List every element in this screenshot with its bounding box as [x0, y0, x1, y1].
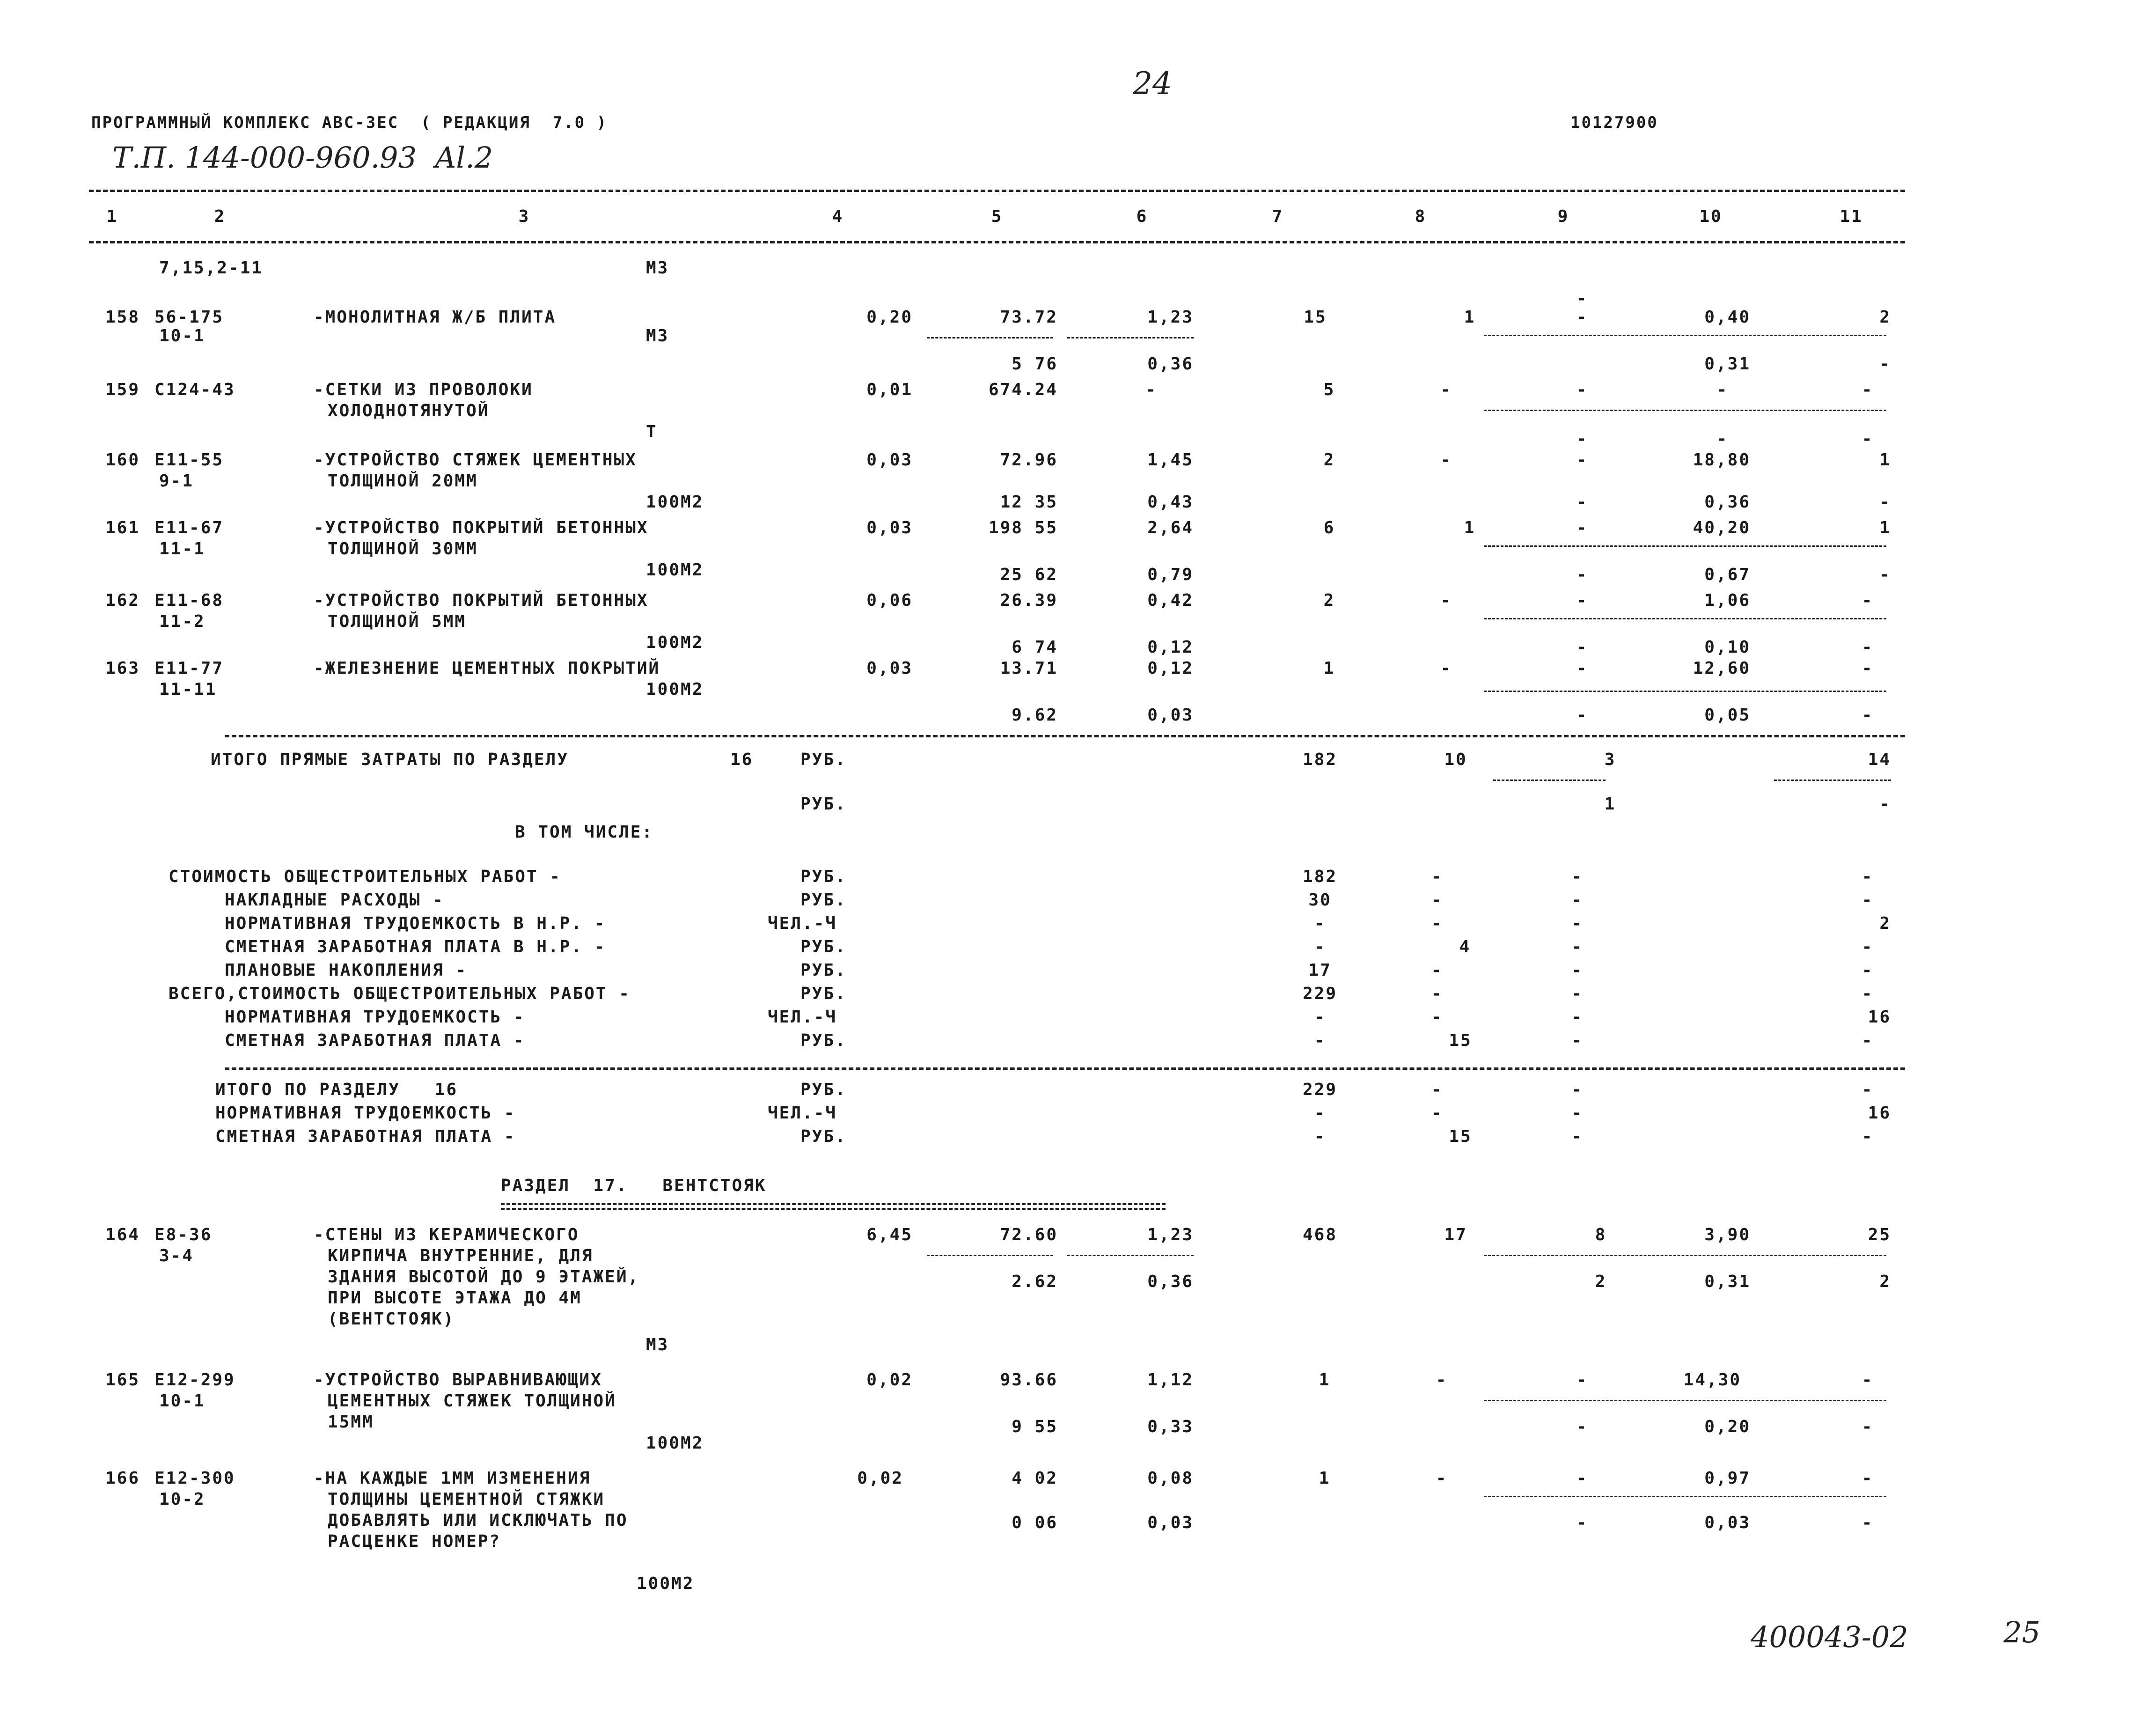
cell-hours: 18,80	[1693, 450, 1751, 470]
cell-quantity: 0,06	[866, 591, 913, 610]
cell-hours-b: -	[1716, 429, 1729, 449]
column-number: 1	[106, 207, 118, 226]
summary-machines: -	[1571, 937, 1584, 956]
cell-hours-b: 0,20	[1704, 1417, 1751, 1436]
cell-divider	[1067, 1255, 1194, 1256]
cell-price-wages: 9 55	[1012, 1417, 1058, 1436]
total-direct-hours: 14	[1868, 750, 1891, 769]
cell-hours-b: 0,36	[1704, 493, 1751, 512]
cell-labor: 0,42	[1147, 591, 1194, 610]
cell-labor: 1,23	[1147, 308, 1194, 327]
summary-wages: 15	[1449, 1031, 1472, 1050]
row-description: ХОЛОДНОТЯНУТОЙ	[328, 401, 490, 420]
cell-hours-b: 0,31	[1704, 1272, 1751, 1291]
footer-doc-number: 400043-02	[1751, 1620, 1908, 1654]
cell-labor-b: 0,12	[1147, 638, 1194, 657]
cell-machines: 8	[1595, 1225, 1607, 1244]
summary-machines: -	[1571, 867, 1584, 886]
cell-machines-b: -	[1576, 638, 1588, 657]
row-subcode: 10-1	[159, 1391, 205, 1411]
cell-quantity: 0,01	[866, 380, 913, 399]
total-direct-machines: 3	[1604, 750, 1616, 769]
cell-machines-b: -	[1576, 308, 1588, 327]
cell-divider	[1067, 337, 1194, 338]
summary-hours: -	[1862, 961, 1874, 980]
cell-cost: 1	[1319, 1469, 1331, 1488]
row-number: 164	[105, 1225, 140, 1244]
column-number: 2	[214, 207, 226, 226]
row-subcode: 10-2	[159, 1490, 205, 1509]
cell-cost: 15	[1304, 308, 1327, 327]
row-number: 158	[105, 308, 140, 327]
row-code: Е11-77	[154, 659, 224, 678]
summary-wages: -	[1431, 1008, 1443, 1027]
cell-labor-b: 0,03	[1147, 706, 1194, 725]
cell-quantity: 0,20	[866, 308, 913, 327]
cell-quantity: 0,03	[866, 518, 913, 537]
cell-hours: 40,20	[1693, 518, 1751, 537]
cell-price-wages: 0 06	[1012, 1513, 1058, 1532]
cell-price: 73.72	[1000, 308, 1058, 327]
row-description: -УСТРОЙСТВО ПОКРЫТИЙ БЕТОННЫХ	[314, 518, 649, 537]
summary-cost: -	[1314, 914, 1326, 933]
summary-hours: -	[1862, 984, 1874, 1003]
cell-machines: -	[1576, 450, 1588, 470]
section-total-unit: ЧЕЛ.-Ч	[768, 1103, 837, 1123]
column-number: 8	[1415, 207, 1427, 226]
column-number: 11	[1840, 207, 1863, 226]
cell-total-hours-b: -	[1879, 354, 1891, 374]
cell-total-hours-b: -	[1862, 429, 1874, 449]
cell-price-wages: 9.62	[1012, 706, 1058, 725]
cell-total-hours-b: -	[1862, 1417, 1874, 1436]
summary-machines: -	[1571, 984, 1584, 1003]
row-unit: М3	[646, 1335, 669, 1354]
row-code: Е12-300	[154, 1469, 235, 1488]
summary-cost: 229	[1302, 984, 1338, 1003]
section-total-machines: -	[1571, 1127, 1584, 1146]
row-description: 15ММ	[328, 1412, 374, 1432]
row-description: -СТЕНЫ ИЗ КЕРАМИЧЕСКОГО	[314, 1225, 579, 1244]
cell-machines-b: -	[1576, 429, 1588, 449]
summary-cost: 17	[1308, 961, 1332, 980]
cell-hours: 0,97	[1704, 1469, 1751, 1488]
cell-quantity: 0,03	[866, 450, 913, 470]
summary-unit: РУБ.	[800, 890, 847, 910]
summary-label: НАКЛАДНЫЕ РАСХОДЫ -	[225, 890, 444, 910]
row-unit: Т	[646, 422, 658, 441]
summary-machines: -	[1571, 890, 1584, 910]
document-code: 10127900	[1570, 113, 1658, 132]
section-total-cost: -	[1314, 1103, 1326, 1123]
summary-label: СМЕТНАЯ ЗАРАБОТНАЯ ПЛАТА -	[225, 1031, 525, 1050]
including-label: В ТОМ ЧИСЛЕ:	[515, 823, 654, 842]
cell-wages: -	[1436, 1370, 1448, 1390]
cell-hours: 1,06	[1704, 591, 1751, 610]
row-description: ТОЛЩИНОЙ 5ММ	[328, 612, 467, 631]
totals-rule	[225, 735, 1905, 737]
row-description: (ВЕНТСТОЯК)	[328, 1309, 455, 1329]
row-description: РАСЦЕНКЕ НОМЕР?	[328, 1532, 501, 1551]
row-code: Е8-36	[154, 1225, 213, 1244]
cell-divider	[1484, 1400, 1886, 1401]
total-direct-section: 16	[730, 750, 754, 769]
total-direct-machines-b: 1	[1604, 794, 1616, 814]
section-total-label: ИТОГО ПО РАЗДЕЛУ 16	[215, 1080, 458, 1099]
summary-unit: РУБ.	[800, 961, 847, 980]
cell-wages: -	[1440, 450, 1452, 470]
cell-cost: 1	[1319, 1370, 1331, 1390]
cell-total-hours: 1	[1879, 518, 1891, 537]
section-title-underline	[501, 1203, 1166, 1210]
carryover-code: 7,15,2-11	[159, 258, 264, 278]
row-code: Е12-299	[154, 1370, 235, 1390]
column-number: 6	[1136, 207, 1148, 226]
cell-machines-b: -	[1576, 1513, 1588, 1532]
cell-price-wages: 2.62	[1012, 1272, 1058, 1291]
cell-quantity: 0,03	[866, 659, 913, 678]
section-total-hours: 16	[1868, 1103, 1891, 1123]
column-number: 10	[1699, 207, 1723, 226]
summary-cost: -	[1314, 937, 1326, 956]
cell-hours-b: 0,67	[1704, 565, 1751, 584]
cell-machines: -	[1576, 591, 1588, 610]
cell-labor: 2,64	[1147, 518, 1194, 537]
cell-machines-b: -	[1576, 706, 1588, 725]
cell-machines: -	[1576, 1469, 1588, 1488]
summary-cost: 182	[1302, 867, 1338, 886]
cell-total-hours: -	[1862, 659, 1874, 678]
section-total-hours: -	[1862, 1080, 1874, 1099]
row-unit: 100М2	[646, 633, 704, 652]
cell-hours: 3,90	[1704, 1225, 1751, 1244]
summary-cost: 30	[1308, 890, 1332, 910]
total-direct-unit: РУБ.	[800, 750, 847, 769]
footer-sheet-number: 25	[2003, 1615, 2040, 1649]
row-description: ТОЛЩИНЫ ЦЕМЕНТНОЙ СТЯЖКИ	[328, 1490, 605, 1509]
row-description: ТОЛЩИНОЙ 20ММ	[328, 471, 478, 491]
summary-wages: -	[1431, 867, 1443, 886]
cell-price-wages: 12 35	[1000, 493, 1058, 512]
cell-machines-b: -	[1576, 1417, 1588, 1436]
cell-labor-b: 0,36	[1147, 354, 1194, 374]
cell-total-hours-b: -	[1879, 493, 1891, 512]
row-subcode: 9-1	[159, 471, 194, 491]
cell-wages: 1	[1464, 308, 1476, 327]
cell-labor-b: 0,03	[1147, 1513, 1194, 1532]
summary-machines: -	[1571, 961, 1584, 980]
summary-wages: -	[1431, 961, 1443, 980]
cell-total-hours: -	[1862, 1370, 1874, 1390]
summary-unit: РУБ.	[800, 937, 847, 956]
cell-wages: -	[1440, 380, 1452, 399]
cell-hours: -	[1716, 380, 1729, 399]
row-subcode: 10-1	[159, 326, 205, 346]
row-description: ПРИ ВЫСОТЕ ЭТАЖА ДО 4М	[328, 1288, 582, 1308]
row-code: Е11-67	[154, 518, 224, 537]
cell-hours: 0,40	[1704, 308, 1751, 327]
cell-total-hours: 1	[1879, 450, 1891, 470]
cell-labor: 0,08	[1147, 1469, 1194, 1488]
section-total-wages: -	[1431, 1103, 1443, 1123]
summary-hours: -	[1862, 1031, 1874, 1050]
program-header: ПРОГРАММНЫЙ КОМПЛЕКС АВС-ЗЕС ( РЕДАКЦИЯ 7.0 )	[91, 113, 608, 132]
row-subcode: 11-11	[159, 680, 217, 699]
row-unit: 100М2	[646, 680, 704, 699]
cell-price: 13.71	[1000, 659, 1058, 678]
row-code: Е11-68	[154, 591, 224, 610]
cell-hours: 12,60	[1693, 659, 1751, 678]
cell-price-wages: 5 76	[1012, 354, 1058, 374]
cell-price: 674.24	[988, 380, 1058, 399]
summary-unit: ЧЕЛ.-Ч	[768, 914, 837, 933]
section-total-wages: -	[1431, 1080, 1443, 1099]
cell-total-hours-b: -	[1862, 1513, 1874, 1532]
cell-divider	[927, 337, 1053, 338]
summary-unit: ЧЕЛ.-Ч	[768, 1008, 837, 1027]
cell-hours-b: 0,31	[1704, 354, 1751, 374]
summary-cost: -	[1314, 1031, 1326, 1050]
cell-labor-b: 0,36	[1147, 1272, 1194, 1291]
cell-total-hours-b: -	[1862, 706, 1874, 725]
cell-labor: 1,23	[1147, 1225, 1194, 1244]
section-total-hours: -	[1862, 1127, 1874, 1146]
cell-price: 26.39	[1000, 591, 1058, 610]
column-number: 9	[1557, 207, 1569, 226]
section-total-rule	[225, 1067, 1905, 1070]
cell-machines: -	[1576, 289, 1588, 308]
summary-label: ВСЕГО,СТОИМОСТЬ ОБЩЕСТРОИТЕЛЬНЫХ РАБОТ -	[169, 984, 631, 1003]
summary-label: ПЛАНОВЫЕ НАКОПЛЕНИЯ -	[225, 961, 468, 980]
row-description: -НА КАЖДЫЕ 1ММ ИЗМЕНЕНИЯ	[314, 1469, 591, 1488]
summary-wages: -	[1431, 914, 1443, 933]
cell-labor: 0,12	[1147, 659, 1194, 678]
cell-machines-b: -	[1576, 493, 1588, 512]
cell-labor-b: 0,79	[1147, 565, 1194, 584]
summary-machines: -	[1571, 914, 1584, 933]
cell-hours-b: 0,10	[1704, 638, 1751, 657]
section-total-label: СМЕТНАЯ ЗАРАБОТНАЯ ПЛАТА -	[215, 1127, 516, 1146]
section-title: РАЗДЕЛ 17. ВЕНТСТОЯК	[501, 1176, 767, 1195]
summary-machines: -	[1571, 1008, 1584, 1027]
summary-hours: -	[1862, 867, 1874, 886]
cell-wages: 17	[1444, 1225, 1467, 1244]
row-description: -УСТРОЙСТВО СТЯЖЕК ЦЕМЕНТНЫХ	[314, 450, 637, 470]
cell-cost: 5	[1323, 380, 1335, 399]
total-direct-label: ИТОГО ПРЯМЫЕ ЗАТРАТЫ ПО РАЗДЕЛУ	[211, 750, 569, 769]
row-code: С124-43	[154, 380, 235, 399]
row-description: -МОНОЛИТНАЯ Ж/Б ПЛИТА	[314, 308, 557, 327]
cell-quantity: 6,45	[866, 1225, 913, 1244]
cell-divider	[1484, 335, 1886, 336]
section-total-unit: РУБ.	[800, 1127, 847, 1146]
summary-wages: -	[1431, 890, 1443, 910]
project-label: Т.П. 144-000-960.93 Al.2	[112, 140, 493, 175]
summary-hours: -	[1862, 890, 1874, 910]
cell-labor: -	[1145, 380, 1158, 399]
cell-total-hours: -	[1862, 591, 1874, 610]
summary-cost: -	[1314, 1008, 1326, 1027]
row-code: Е11-55	[154, 450, 224, 470]
section-total-unit: РУБ.	[800, 1080, 847, 1099]
column-number: 5	[991, 207, 1003, 226]
cell-divider	[1774, 780, 1891, 781]
cell-labor: 1,45	[1147, 450, 1194, 470]
column-number: 4	[832, 207, 844, 226]
cell-price: 72.60	[1000, 1225, 1058, 1244]
cell-machines: -	[1576, 380, 1588, 399]
summary-label: СМЕТНАЯ ЗАРАБОТНАЯ ПЛАТА В Н.Р. -	[225, 937, 606, 956]
cell-cost: 1	[1323, 659, 1335, 678]
row-unit: М3	[646, 326, 669, 346]
row-number: 166	[105, 1469, 140, 1488]
summary-label: НОРМАТИВНАЯ ТРУДОЕМКОСТЬ -	[225, 1008, 525, 1027]
cell-total-hours-b: -	[1879, 565, 1891, 584]
cell-total-hours: -	[1862, 380, 1874, 399]
row-code: 56-175	[154, 308, 224, 327]
cell-labor-b: 0,43	[1147, 493, 1194, 512]
cell-price-wages: 25 62	[1000, 565, 1058, 584]
cell-hours-b: 0,03	[1704, 1513, 1751, 1532]
row-number: 162	[105, 591, 140, 610]
section-total-cost: -	[1314, 1127, 1326, 1146]
row-number: 161	[105, 518, 140, 537]
summary-unit: РУБ.	[800, 984, 847, 1003]
header-bottom-rule	[89, 241, 1905, 243]
row-description: ДОБАВЛЯТЬ ИЛИ ИСКЛЮЧАТЬ ПО	[328, 1511, 628, 1530]
cell-labor-b: 0,33	[1147, 1417, 1194, 1436]
column-number: 7	[1272, 207, 1284, 226]
page-number: 24	[1133, 66, 1172, 102]
carryover-unit: М3	[646, 258, 669, 278]
row-description: КИРПИЧА ВНУТРЕННИЕ, ДЛЯ	[328, 1246, 594, 1265]
summary-hours: 2	[1879, 914, 1891, 933]
summary-label: НОРМАТИВНАЯ ТРУДОЕМКОСТЬ В Н.Р. -	[225, 914, 606, 933]
cell-machines: -	[1576, 518, 1588, 537]
column-number: 3	[518, 207, 530, 226]
cell-machines: -	[1576, 1370, 1588, 1390]
row-subcode: 11-2	[159, 612, 205, 631]
cell-divider	[1484, 545, 1886, 547]
cell-divider	[1484, 1255, 1886, 1256]
cell-machines-b: 2	[1595, 1272, 1607, 1291]
row-description: -ЖЕЛЕЗНЕНИЕ ЦЕМЕНТНЫХ ПОКРЫТИЙ	[314, 659, 660, 678]
cell-cost: 6	[1323, 518, 1335, 537]
row-number: 159	[105, 380, 140, 399]
row-subcode: 11-1	[159, 539, 205, 559]
cell-labor: 1,12	[1147, 1370, 1194, 1390]
summary-wages: -	[1431, 984, 1443, 1003]
cell-wages: 1	[1464, 518, 1476, 537]
cell-price: 93.66	[1000, 1370, 1058, 1390]
summary-label: СТОИМОСТЬ ОБЩЕСТРОИТЕЛЬНЫХ РАБОТ -	[169, 867, 561, 886]
row-number: 160	[105, 450, 140, 470]
row-unit: 100М2	[646, 493, 704, 512]
row-description: ЗДАНИЯ ВЫСОТОЙ ДО 9 ЭТАЖЕЙ,	[328, 1267, 640, 1287]
section-total-cost: 229	[1302, 1080, 1338, 1099]
row-unit: 100М2	[646, 1434, 704, 1453]
cell-wages: -	[1440, 591, 1452, 610]
cell-divider	[1493, 780, 1606, 781]
cell-hours-b: 0,05	[1704, 706, 1751, 725]
row-number: 163	[105, 659, 140, 678]
cell-hours: 14,30	[1683, 1370, 1741, 1390]
cell-cost: 2	[1323, 450, 1335, 470]
cell-cost: 2	[1323, 591, 1335, 610]
header-top-rule	[89, 190, 1905, 192]
row-description: ТОЛЩИНОЙ 30ММ	[328, 539, 478, 559]
summary-hours: -	[1862, 937, 1874, 956]
total-direct-hours-b: -	[1879, 794, 1891, 814]
cell-divider	[1484, 1496, 1886, 1497]
section-total-machines: -	[1571, 1103, 1584, 1123]
cell-price: 4 02	[1012, 1469, 1058, 1488]
cell-price-wages: 6 74	[1012, 638, 1058, 657]
total-direct-unit: РУБ.	[800, 794, 847, 814]
cell-total-hours: 2	[1879, 308, 1891, 327]
cell-total-hours: -	[1862, 1469, 1874, 1488]
section-total-label: НОРМАТИВНАЯ ТРУДОЕМКОСТЬ -	[215, 1103, 516, 1123]
cell-price: 198 55	[988, 518, 1058, 537]
row-unit: 100М2	[646, 560, 704, 580]
cell-wages: -	[1440, 659, 1452, 678]
cell-total-hours-b: 2	[1879, 1272, 1891, 1291]
cell-cost: 468	[1302, 1225, 1338, 1244]
cell-divider	[1484, 691, 1886, 692]
row-subcode: 3-4	[159, 1246, 194, 1265]
cell-machines-b: -	[1576, 565, 1588, 584]
row-description: -УСТРОЙСТВО ВЫРАВНИВАЮЩИХ	[314, 1370, 602, 1390]
summary-hours: 16	[1868, 1008, 1891, 1027]
total-direct-cost: 182	[1302, 750, 1338, 769]
cell-total-hours-b: -	[1862, 638, 1874, 657]
cell-divider	[927, 1255, 1053, 1256]
cell-machines: -	[1576, 659, 1588, 678]
row-description: -СЕТКИ ИЗ ПРОВОЛОКИ	[314, 380, 533, 399]
row-description: ЦЕМЕНТНЫХ СТЯЖЕК ТОЛЩИНОЙ	[328, 1391, 616, 1411]
cell-quantity: 0,02	[857, 1469, 903, 1488]
summary-machines: -	[1571, 1031, 1584, 1050]
cell-price: 72.96	[1000, 450, 1058, 470]
row-number: 165	[105, 1370, 140, 1390]
summary-unit: РУБ.	[800, 867, 847, 886]
total-direct-wages: 10	[1444, 750, 1467, 769]
cell-quantity: 0,02	[866, 1370, 913, 1390]
cell-divider	[1484, 618, 1886, 619]
summary-unit: РУБ.	[800, 1031, 847, 1050]
row-unit: 100М2	[637, 1574, 695, 1593]
row-description: -УСТРОЙСТВО ПОКРЫТИЙ БЕТОННЫХ	[314, 591, 649, 610]
cell-total-hours: 25	[1868, 1225, 1891, 1244]
cell-wages: -	[1436, 1469, 1448, 1488]
section-total-machines: -	[1571, 1080, 1584, 1099]
cell-divider	[1484, 410, 1886, 411]
summary-wages: 4	[1459, 937, 1471, 956]
section-total-wages: 15	[1449, 1127, 1472, 1146]
